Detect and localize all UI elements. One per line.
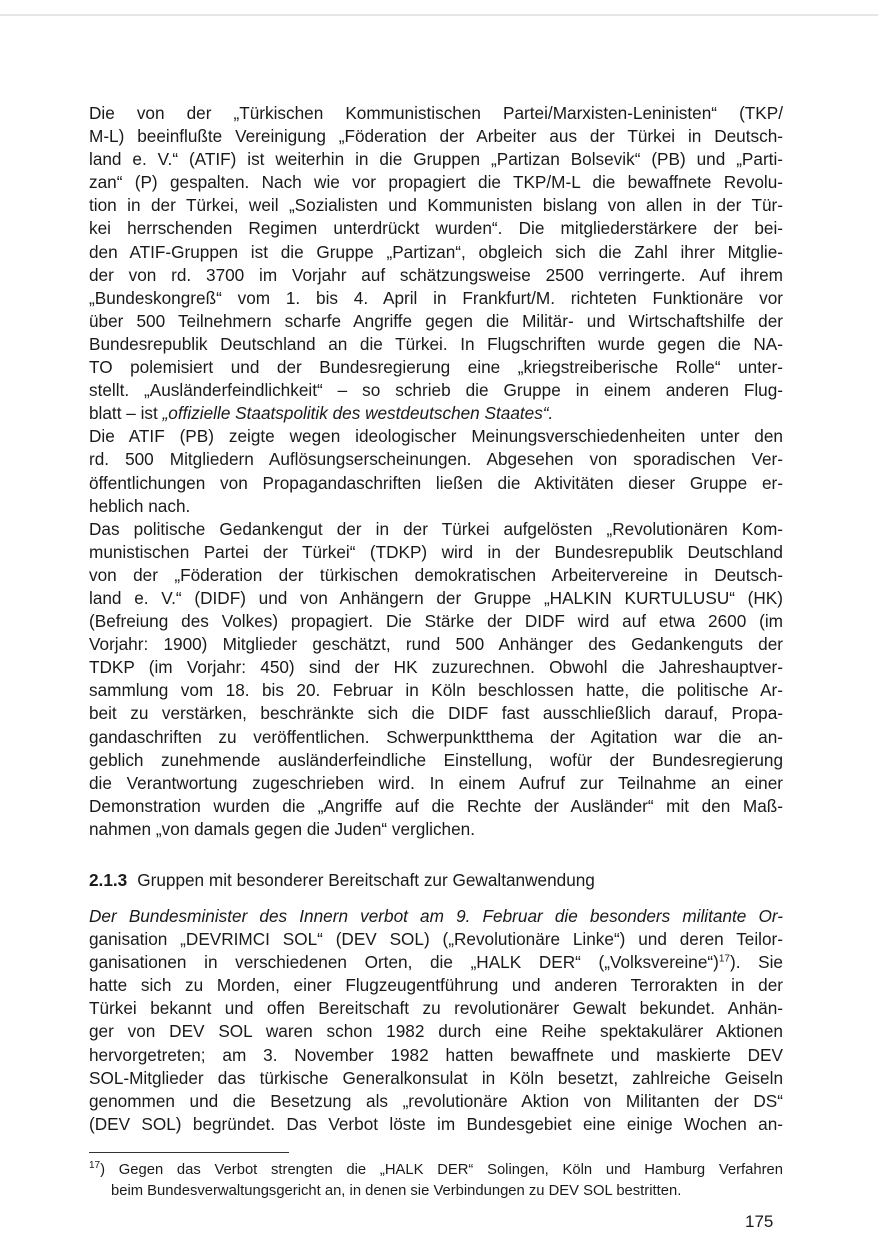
footnote-divider (89, 1152, 289, 1153)
text-line: TDKP (im Vorjahr: 450) sind der HK zuzurechnen. Obwohl die Jahreshauptver- (89, 657, 783, 678)
text-line: Vorjahr: 1900) Mitglieder geschätzt, rund 500 Anhänger des Gedankenguts der (89, 634, 783, 655)
text-line: öffentlichungen von Propagandaschriften ließen die Aktivitäten dieser Gruppe er- (89, 472, 783, 493)
text-line (89, 951, 783, 974)
text-line: zan“ (P) gespalten. Nach wie vor propagiert die TKP/M-L die bewaffnete Revolu- (89, 172, 783, 193)
text-line: geblich zunehmende ausländerfeindliche Einstellung, wofür der Bundesregierung (89, 749, 783, 770)
footnote-mark: 17 (89, 1160, 101, 1172)
text-fragment: ). Sie (730, 952, 783, 973)
paragraph-tdkp (89, 518, 783, 841)
text-line-last (89, 402, 783, 425)
text-line: land e. V.“ (DIDF) und von Anhängern der Gruppe „HALKIN KURTULUSU“ (HK) (89, 587, 783, 608)
text-line: den ATIF-Gruppen ist die Gruppe „Partizan“, obgleich sich die Zahl ihrer Mitglie- (89, 241, 783, 262)
text-line: Bundesrepublik Deutschland an die Türkei. In Flugschriften wurde gegen die NA- (89, 333, 783, 354)
text-line: „Bundeskongreß“ vom 1. bis 4. April in Frankfurt/M. richteten Funktionäre vor (89, 287, 783, 308)
body-text-upper (89, 102, 783, 841)
section-heading (89, 870, 595, 891)
text-line: die Verantwortung zugeschrieben wird. In einem Aufruf zur Teilnahme an einer (89, 772, 783, 793)
text-line-last: heblich nach. (89, 495, 191, 516)
text-line: ganisation „DEVRIMCI SOL“ (DEV SOL) („Revolutionäre Linke“) und deren Teilor- (89, 929, 783, 950)
text-line: tion in der Türkei, weil „Sozialisten und Kommunisten bislang von allen in der Tür- (89, 195, 783, 216)
text-line: M-L) beeinflußte Vereinigung „Föderation der Arbeiter aus der Türkei in Deutsch- (89, 126, 783, 147)
page-number: 175 (745, 1212, 774, 1231)
section-title: Gruppen mit besonderer Bereitschaft zur Gewaltanwendung (137, 870, 595, 890)
text-line: der von rd. 3700 im Vorjahr auf schätzungsweise 2500 verringerte. Auf ihrem (89, 264, 783, 285)
paragraph-atif-pb (89, 425, 783, 517)
text-line: von der „Föderation der türkischen demokratischen Arbeitervereine in Deutsch- (89, 564, 783, 585)
text-line-last: nahmen „von damals gegen die Juden“ verglichen. (89, 818, 476, 839)
text-line: sammlung vom 18. bis 20. Februar in Köln beschlossen hatte, die politische Ar- (89, 680, 783, 701)
footnote-text: ) Gegen das Verbot strengten die „HALK DER“ Solingen, Köln und Hamburg Verfahren (100, 1162, 783, 1178)
text-line: genommen und die Besetzung als „revolutionäre Aktion von Militanten der DS“ (89, 1090, 783, 1111)
text-line: ger von DEV SOL waren schon 1982 durch eine Reihe spektakulärer Aktionen (89, 1021, 783, 1042)
scan-edge-line (0, 14, 878, 16)
text-line: hervorgetreten; am 3. November 1982 hatten bewaffnete und maskierte DEV (89, 1044, 783, 1065)
text-line: TO polemisiert und der Bundesregierung eine „kriegstreiberische Rolle“ unter- (89, 357, 783, 378)
footnote (89, 1160, 783, 1201)
text-line: Die ATIF (PB) zeigte wegen ideologischer Meinungsverschiedenheiten unter den (89, 426, 783, 447)
text-line: Die von der „Türkischen Kommunistischen Partei/Marxisten-Leninisten“ (TKP/ (89, 103, 783, 123)
quote-italic: „offizielle Staatspolitik des westdeutschen Staates“. (162, 403, 554, 424)
paragraph-atif (89, 102, 783, 425)
text-line: SOL-Mitglieder das türkische Generalkonsulat in Köln besetzt, zahlreiche Geiseln (89, 1067, 783, 1088)
text-line: Das politische Gedankengut der in der Türkei aufgelösten „Revolutionären Kom- (89, 518, 783, 539)
footnote-reference: 17 (718, 953, 730, 965)
text-line: über 500 Teilnehmern scharfe Angriffe gegen die Militär- und Wirtschaftshilfe der (89, 310, 783, 331)
text-line: hatte sich zu Morden, einer Flugzeugentführung und anderen Terrorakten in der (89, 975, 783, 996)
text-line: beit zu verstärken, beschränkte sich die DIDF fast ausschließlich darauf, Propa- (89, 703, 783, 724)
footnote-line: beim Bundesverwaltungsgericht an, in denen sie Verbindungen zu DEV SOL bestritten. (111, 1182, 682, 1199)
text-line: land e. V.“ (ATIF) ist weiterhin in die Gruppen „Partizan Bolsevik“ (PB) und „Parti- (89, 149, 783, 170)
text-line: Türkei bekannt und offen Bereitschaft zu revolutionärer Gewalt bekundet. Anhän- (89, 998, 783, 1019)
text-line: (DEV SOL) begründet. Das Verbot löste im Bundesgebiet eine einige Wochen an- (89, 1113, 783, 1134)
text-line-italic: Der Bundesminister des Innern verbot am 9. Februar die besonders militante Or- (89, 906, 783, 926)
text-line: rd. 500 Mitgliedern Auflösungserscheinungen. Abgesehen von sporadischen Ver- (89, 449, 783, 470)
text-line: munistischen Partei der Türkei“ (TDKP) wird in der Bundesrepublik Deutschland (89, 541, 783, 562)
paragraph-dev-sol (89, 905, 783, 1136)
section-number: 2.1.3 (89, 870, 128, 890)
footnote-line (89, 1160, 783, 1181)
text-fragment: blatt – ist (89, 403, 163, 424)
text-line: stellt. „Ausländerfeindlichkeit“ – so schrieb die Gruppe in einem anderen Flug- (89, 380, 783, 401)
text-fragment: ganisationen in verschiedenen Orten, die „HALK DER“ („Volksvereine“) (89, 952, 719, 973)
text-line: gandaschriften zu veröffentlichen. Schwerpunktthema der Agitation war die an- (89, 726, 783, 747)
text-line: kei herrschenden Regimen unterdrückt wurden“. Die mitgliederstärkere der bei- (89, 218, 783, 239)
text-line: (Befreiung des Volkes) propagiert. Die Stärke der DIDF wird auf etwa 2600 (im (89, 611, 783, 632)
text-line: Demonstration wurden die „Angriffe auf die Rechte der Ausländer“ mit den Maß- (89, 795, 783, 816)
